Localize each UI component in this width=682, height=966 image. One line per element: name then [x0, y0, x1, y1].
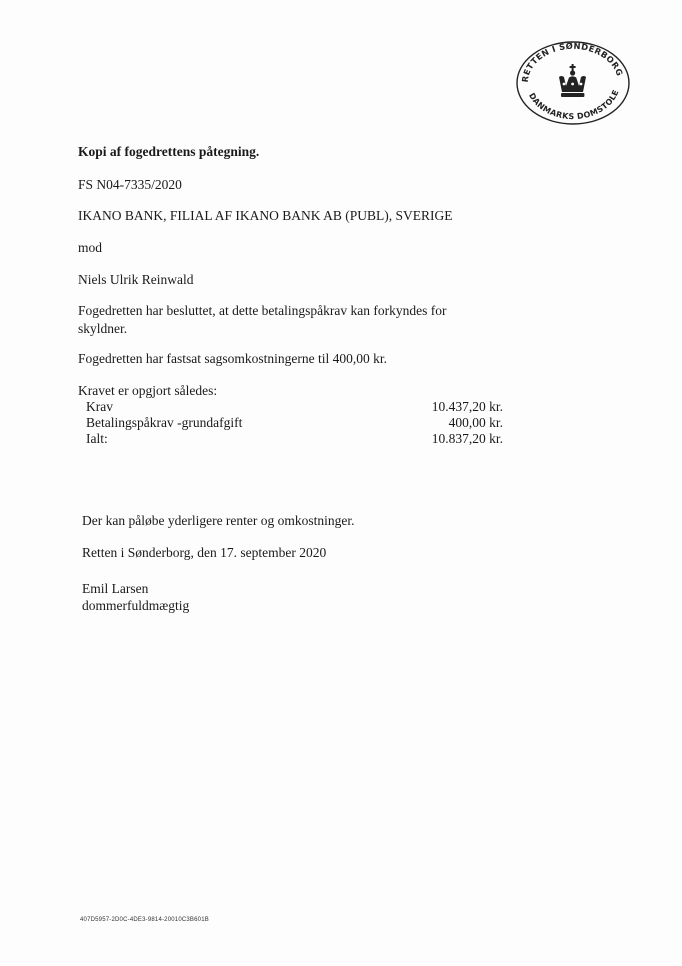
costs-text: Fogedretten har fastsat sagsomkostningerne til 400,00 kr.	[78, 351, 387, 366]
versus-text: mod	[78, 240, 103, 255]
place-date: Retten i Sønderborg, den 17. september 2020	[82, 545, 327, 560]
document-id: 407D5957-2D0C-4DE3-9814-20010C3B601B	[80, 917, 209, 923]
claims-section	[78, 383, 503, 447]
case-number: FS N04-7335/2020	[78, 177, 182, 192]
crown-icon	[559, 64, 586, 97]
claim-row	[78, 399, 503, 415]
claim-amount: 400,00 kr.	[448, 415, 503, 430]
claim-label: Betalingspåkrav -grundafgift	[86, 415, 243, 430]
signer-name: Emil Larsen	[82, 581, 149, 596]
seal-top-text: RETTEN I SØNDERBORG	[519, 40, 626, 83]
decision-text: Fogedretten har besluttet, at dette betalingspåkrav kan forkyndes for skyldner.	[78, 303, 447, 336]
claims-intro: Kravet er opgjort således:	[78, 383, 218, 398]
court-seal	[514, 40, 632, 126]
document-heading: Kopi af fogedrettens påtegning.	[78, 144, 260, 159]
court-seal-graphic	[514, 40, 632, 126]
signer-title: dommerfuldmægtig	[82, 598, 190, 613]
claim-amount: 10.837,20 kr.	[431, 431, 503, 446]
claim-amount: 10.437,20 kr.	[431, 399, 503, 414]
claim-row-total	[78, 431, 503, 447]
claim-row	[78, 415, 503, 431]
claim-label: Ialt:	[86, 431, 108, 446]
signature-block	[82, 580, 189, 614]
creditor-name: IKANO BANK, FILIAL AF IKANO BANK AB (PUBL), SVERIGE	[78, 208, 453, 223]
claim-label: Krav	[86, 399, 113, 414]
seal-bottom-text: DANMARKS DOMSTOLE	[526, 88, 621, 122]
additional-costs-note: Der kan påløbe yderligere renter og omkostninger.	[82, 513, 355, 528]
debtor-name: Niels Ulrik Reinwald	[78, 272, 194, 287]
